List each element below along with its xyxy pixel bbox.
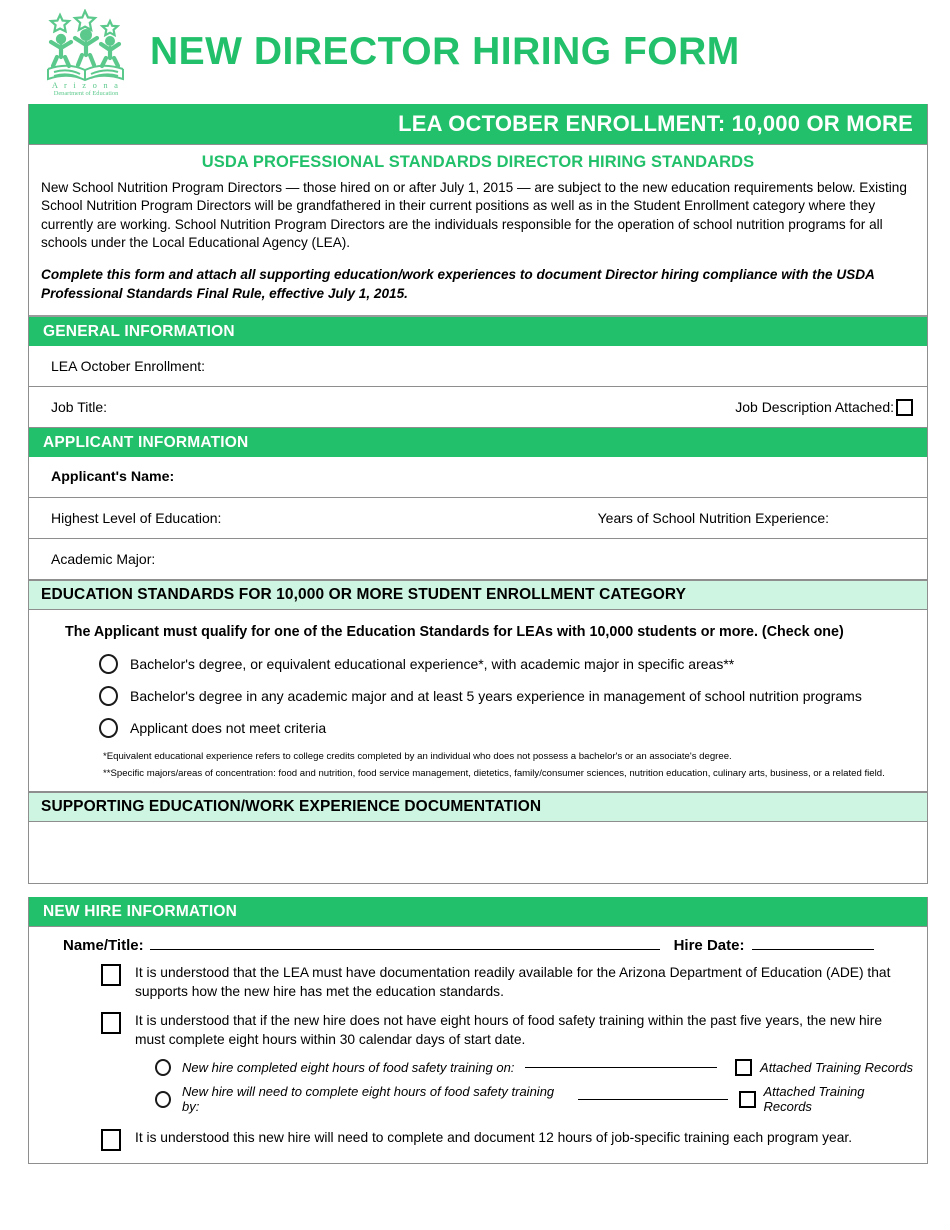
job-title-row[interactable] — [29, 387, 927, 428]
new-hire-checkbox-3-label: It is understood this new hire will need to complete and document 12 hours of job-specific training each program year. — [135, 1130, 853, 1146]
attached-records-1-label: Attached Training Records — [760, 1060, 913, 1076]
education-option-3-radio[interactable] — [99, 718, 118, 738]
name-title-row[interactable] — [43, 937, 913, 954]
highest-education-label: Highest Level of Education: — [51, 510, 222, 527]
food-safety-completed-radio[interactable] — [155, 1059, 171, 1076]
new-hire-checkbox-1-row[interactable] — [43, 963, 913, 1001]
education-standards-heading — [29, 580, 927, 610]
name-title-input[interactable] — [150, 949, 660, 950]
attached-records-1-group[interactable] — [735, 1059, 913, 1076]
applicant-name-label: Applicant's Name: — [51, 469, 175, 486]
education-standards-lead: The Applicant must qualify for one of the Education Standards for LEAs with 10,000 students or more. (Check one) — [65, 624, 844, 641]
attached-records-2-checkbox[interactable] — [739, 1091, 756, 1108]
logo-state-text: A r i z o n a — [51, 80, 121, 90]
food-safety-completed-row[interactable] — [43, 1059, 913, 1076]
form-body — [28, 104, 928, 884]
food-safety-completed-date-input[interactable] — [525, 1067, 717, 1068]
education-standards-heading-text: EDUCATION STANDARDS FOR 10,000 OR MORE STUDENT ENROLLMENT CATEGORY — [41, 586, 687, 604]
attached-records-2-group[interactable] — [739, 1084, 914, 1114]
new-hire-frame — [28, 897, 928, 1164]
supporting-documentation-heading — [29, 792, 927, 822]
food-safety-completed-label: New hire completed eight hours of food safety training on: — [182, 1060, 515, 1076]
lea-enrollment-row[interactable] — [29, 346, 927, 387]
name-title-label: Name/Title: — [63, 937, 144, 955]
supporting-documentation-input[interactable] — [29, 822, 927, 884]
food-safety-needed-row[interactable] — [43, 1084, 913, 1114]
supporting-documentation-heading-text: SUPPORTING EDUCATION/WORK EXPERIENCE DOCUMENTATION — [41, 798, 542, 816]
education-option-2[interactable] — [43, 686, 913, 706]
new-hire-heading-text: NEW HIRE INFORMATION — [43, 902, 238, 920]
education-option-1-label: Bachelor's degree, or equivalent educational experience*, with academic major in specific areas** — [130, 656, 735, 673]
education-option-2-radio[interactable] — [99, 686, 118, 706]
job-description-attached-label: Job Description Attached: — [735, 399, 894, 416]
years-experience-label: Years of School Nutrition Experience: — [597, 510, 829, 527]
general-information-heading — [29, 317, 927, 346]
education-footnote-2: **Specific majors/areas of concentration: food and nutrition, food service management, dietetics, family/consumer sciences, nutrition education, culinary arts, business, or a related field. — [103, 767, 885, 779]
hire-date-label: Hire Date: — [673, 937, 745, 955]
academic-major-row[interactable] — [29, 539, 927, 580]
education-option-3[interactable] — [43, 718, 913, 738]
new-hire-checkbox-2-label: It is understood that if the new hire does not have eight hours of food safety training within the past five years, the new hire must complete eight hours within 30 calendar days of start date. — [135, 1013, 883, 1048]
hire-date-input[interactable] — [752, 949, 874, 950]
intro-paragraph: New School Nutrition Program Directors — those hired on or after July 1, 2015 — are subject to the new education requirements below. Existing School Nutrition Program Directors will be grandfathered in their current positions as well as in the Student Enrollment category where they currently are working. School Nutrition Program Directors are the individuals responsible for the operation of school nutrition programs for all schools under the Local Educational Agency (LEA). — [41, 180, 907, 251]
lea-enrollment-label: LEA October Enrollment: — [51, 358, 206, 375]
applicant-information-heading — [29, 428, 927, 457]
new-hire-checkbox-1[interactable] — [101, 964, 121, 986]
arizona-doe-logo-icon — [38, 9, 134, 95]
attached-records-1-checkbox[interactable] — [735, 1059, 752, 1076]
education-standards-body — [29, 610, 927, 792]
attached-records-2-label: Attached Training Records — [763, 1084, 865, 1115]
education-option-1[interactable] — [43, 654, 913, 674]
usda-standards-heading: USDA PROFESSIONAL STANDARDS DIRECTOR HIRING STANDARDS — [201, 153, 755, 171]
food-safety-needed-label: New hire will need to complete eight hours of food safety training by: — [182, 1084, 555, 1115]
new-hire-checkbox-2[interactable] — [101, 1012, 121, 1034]
logo-department-text: Department of Education — [53, 90, 119, 95]
general-information-heading-text: GENERAL INFORMATION — [43, 322, 235, 340]
new-hire-body — [29, 926, 927, 1164]
new-hire-checkbox-1-label: It is understood that the LEA must have documentation readily available for the Arizona Department of Education (ADE) that supports how the new hire has met the education standards. — [135, 965, 891, 1000]
education-option-3-label: Applicant does not meet criteria — [130, 720, 327, 737]
form-header — [0, 0, 950, 104]
education-footnote-1: *Equivalent educational experience refers to college credits completed by an individual who does not possess a bachelor's or an associate's degree. — [103, 751, 732, 763]
academic-major-label: Academic Major: — [51, 551, 156, 568]
food-safety-needed-radio[interactable] — [155, 1091, 171, 1108]
new-hire-checkbox-2-row[interactable] — [43, 1011, 913, 1049]
education-option-1-radio[interactable] — [99, 654, 118, 674]
enrollment-banner-text: LEA OCTOBER ENROLLMENT: 10,000 OR MORE — [398, 111, 913, 136]
applicant-information-heading-text: APPLICANT INFORMATION — [43, 433, 249, 451]
page-title: NEW DIRECTOR HIRING FORM — [150, 30, 740, 73]
education-option-2-label: Bachelor's degree in any academic major and at least 5 years experience in management of school nutrition programs — [130, 688, 862, 705]
highest-education-row[interactable] — [29, 498, 927, 539]
new-hire-checkbox-3[interactable] — [101, 1129, 121, 1151]
intro-section — [29, 144, 927, 317]
job-description-attached-checkbox[interactable] — [896, 399, 913, 416]
new-hire-heading — [29, 897, 927, 926]
food-safety-needed-date-input[interactable] — [578, 1099, 727, 1100]
section-gap — [0, 884, 950, 897]
enrollment-banner — [29, 104, 927, 144]
new-hire-checkbox-3-row[interactable] — [43, 1128, 913, 1151]
job-title-label: Job Title: — [51, 399, 108, 416]
applicant-name-row[interactable] — [29, 457, 927, 498]
intro-emphasis: Complete this form and attach all supporting education/work experiences to document Director hiring compliance with the USDA Professional Standards Final Rule, effective July 1, 2015. — [41, 266, 875, 301]
